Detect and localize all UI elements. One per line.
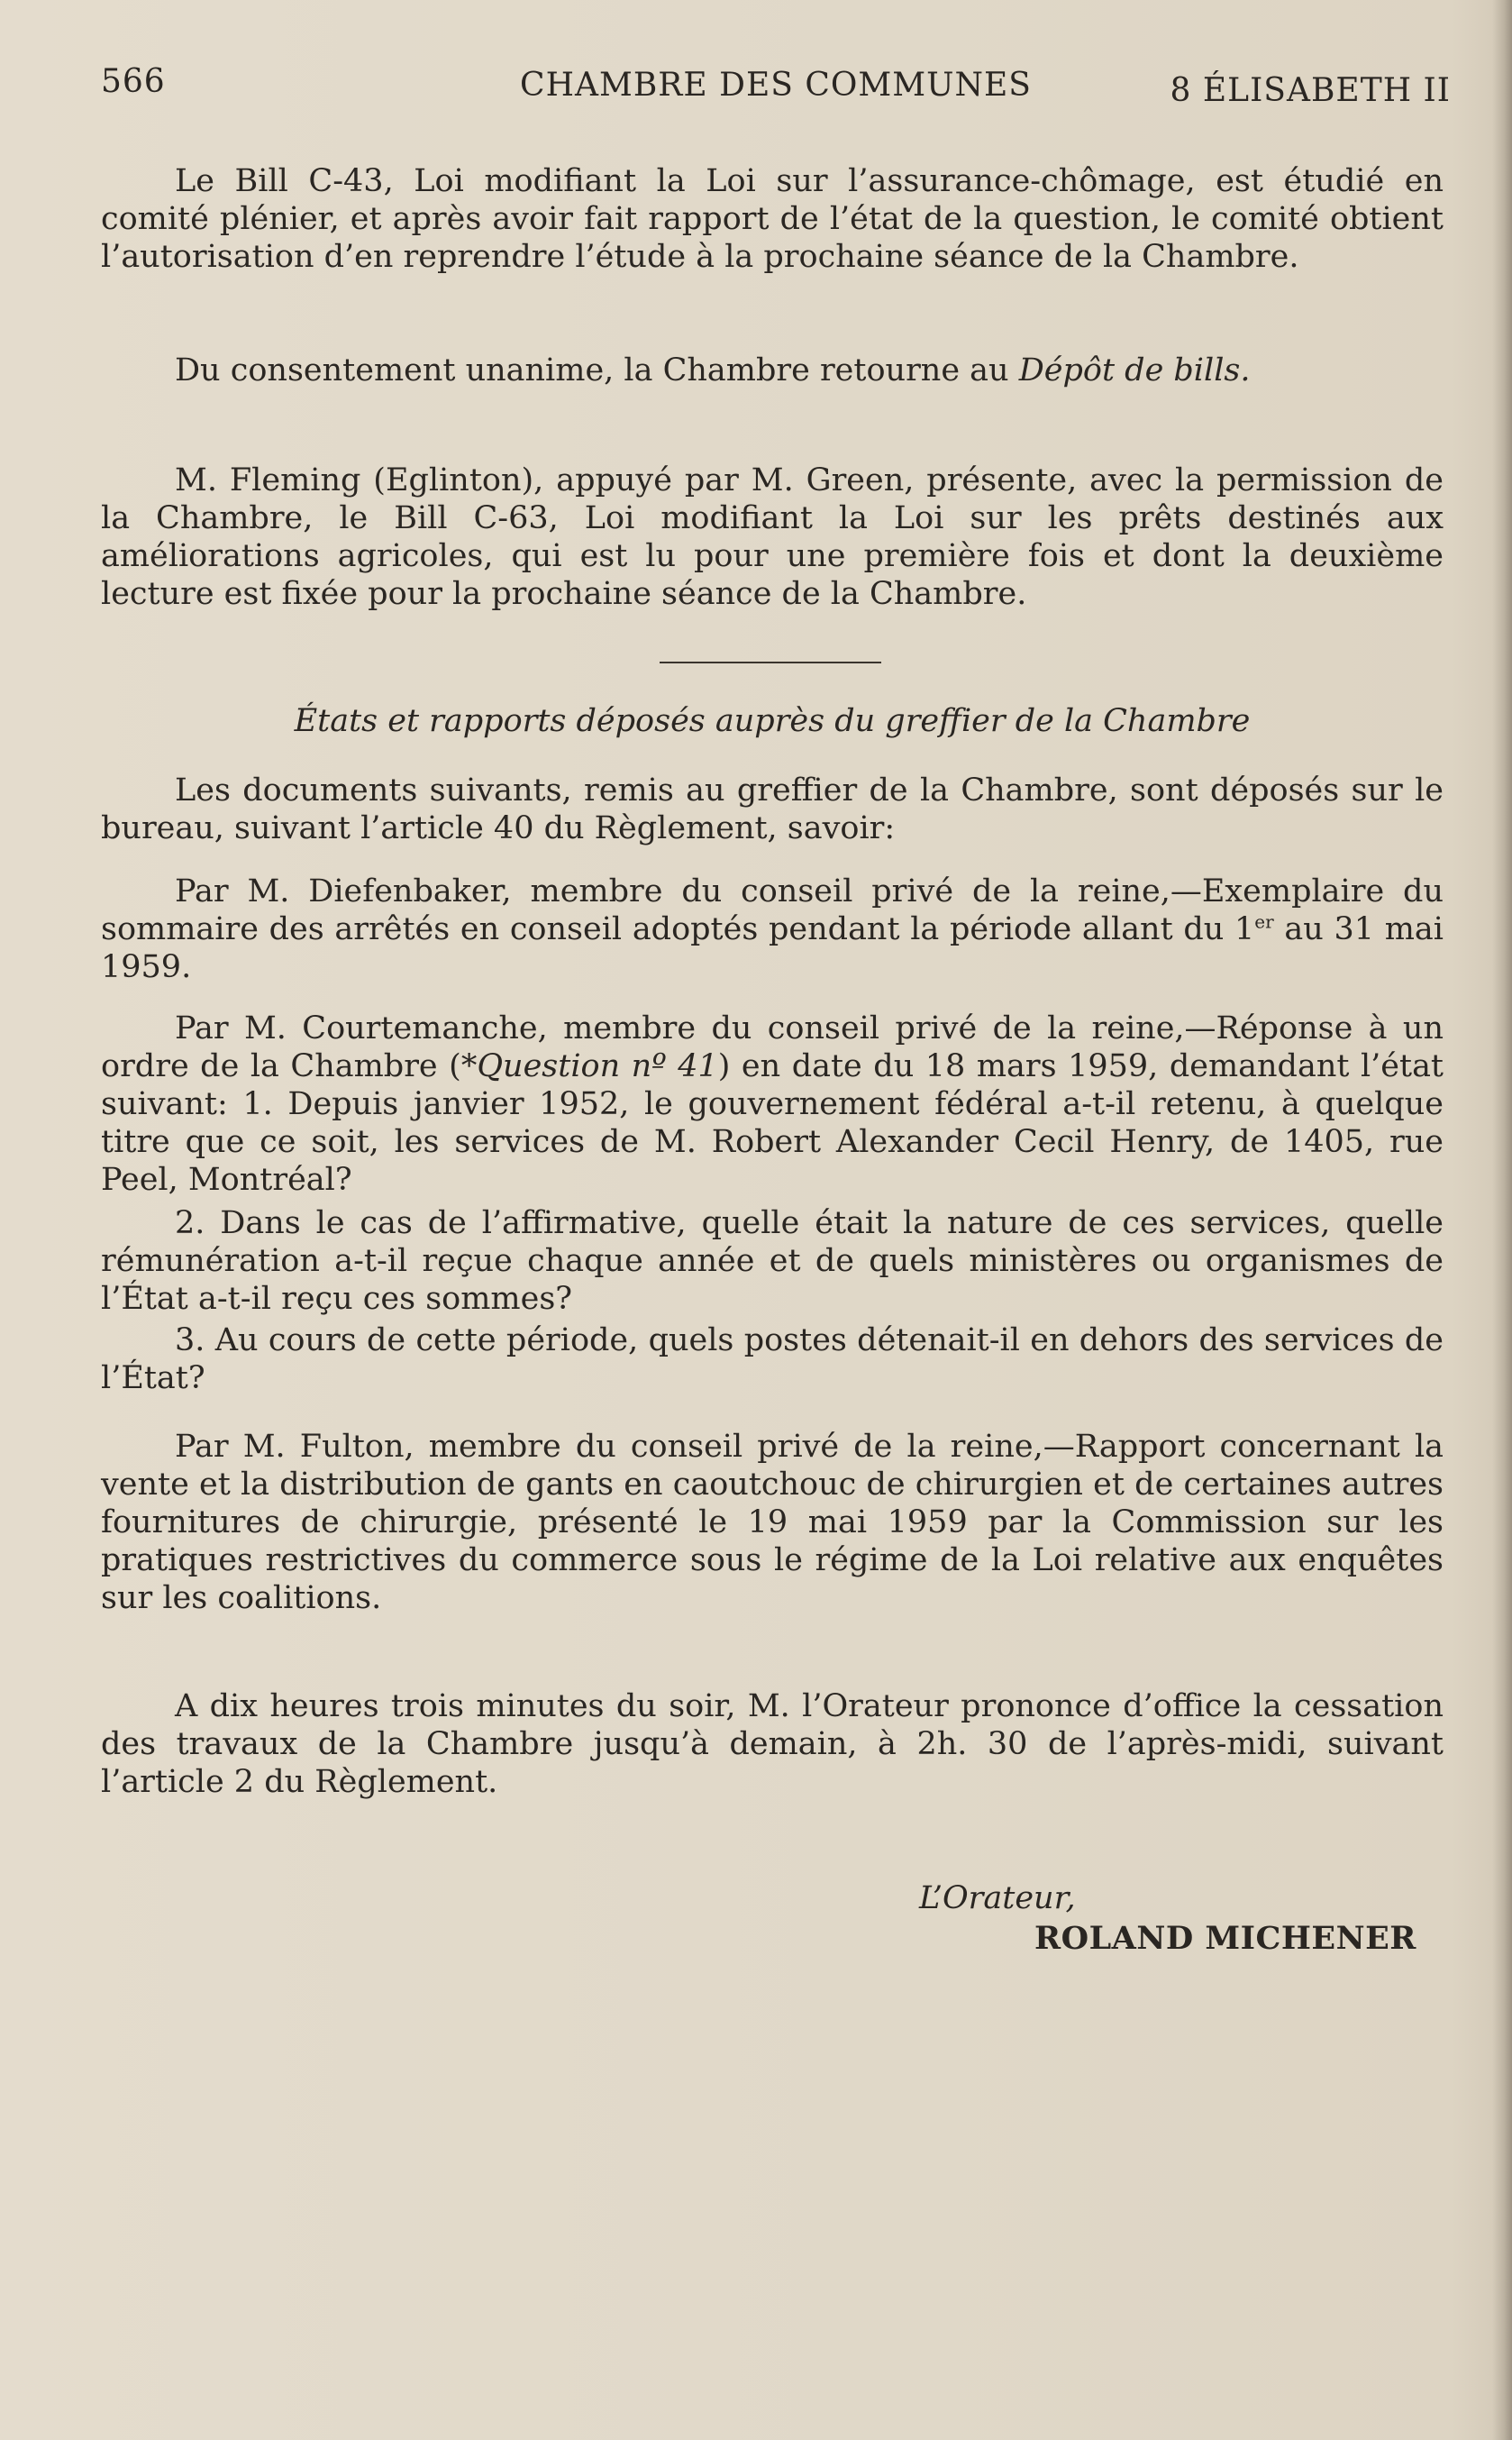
section-divider xyxy=(660,662,881,663)
header-reign: 8 ÉLISABETH II xyxy=(1170,72,1451,109)
consent-text: Du consentement unanime, la Chambre retourne au xyxy=(175,352,1019,388)
document-courtemanche xyxy=(101,1010,1444,1199)
diefenbaker-text: Par M. Diefenbaker, membre du conseil privé de la reine,—Exemplaire du sommaire des arrêtés en conseil adoptés pendant la période allant du 1 xyxy=(101,873,1444,947)
paragraph-bill-c43: Le Bill C-43, Loi modifiant la Loi sur l’assurance-chômage, est étudié en comité plénier, et après avoir fait rapport de l’état de la question, le comité obtient l’autorisation d’en reprendre l’étude à la prochaine séance de la Chambre. xyxy=(101,163,1444,275)
paragraph-adjournment: A dix heures trois minutes du soir, M. l’Orateur prononce d’office la cessation des travaux de la Chambre jusqu’à demain, à 2h. 30 de l’après-midi, suivant l’article 2 du Règlement. xyxy=(101,1688,1444,1800)
document-question-3: 3. Au cours de cette période, quels postes détenait-il en dehors des services de l’État? xyxy=(101,1322,1444,1396)
diefenbaker-superscript: er xyxy=(1254,910,1274,933)
closing-role-text: L’Orateur, xyxy=(919,1880,1076,1916)
courtemanche-text: Par M. Courtemanche, membre du conseil privé de la reine,—Réponse à un ordre de la Chambre ( xyxy=(101,1010,1444,1084)
diefenbaker-text-end: au 31 mai 1959. xyxy=(101,911,1444,985)
consent-italic: Dépôt de bills. xyxy=(1018,352,1251,388)
document-question-2: 2. Dans le cas de l’affirmative, quelle était la nature de ces services, quelle rémunération a-t-il reçue chaque année et de quels ministères ou organismes de l’État a-t-il reçu ces sommes? xyxy=(101,1205,1444,1317)
paragraph-unanimous-consent xyxy=(101,352,1444,389)
courtemanche-text-end: ) en date du 18 mars 1959, demandant l’état suivant: 1. Depuis janvier 1952, le gouvernement fédéral a-t-il retenu, à quelque titre que ce soit, les services de M. Robert Alexander Cecil Henry, de 1405, rue Peel, Montréal? xyxy=(101,1048,1444,1198)
courtemanche-question-ref: *Question nº 41 xyxy=(460,1048,718,1084)
page-edge-shadow xyxy=(1492,0,1512,2440)
paragraph-bill-c63: M. Fleming (Eglinton), appuyé par M. Green, présente, avec la permission de la Chambre, le Bill C-63, Loi modifiant la Loi sur les prêts destinés aux améliorations agricoles, qui est lu pour une première fois et dont la deuxième lecture est fixée pour la prochaine séance de la Chambre. xyxy=(101,462,1444,612)
closing-role xyxy=(919,1880,1076,1916)
header-title: CHAMBRE DES COMMUNES xyxy=(520,67,1032,104)
documents-intro: Les documents suivants, remis au greffier de la Chambre, sont déposés sur le bureau, suivant l’article 40 du Règlement, savoir: xyxy=(101,772,1444,846)
closing-signature-name: ROLAND MICHENER xyxy=(1034,1920,1416,1957)
document-diefenbaker xyxy=(101,873,1444,986)
document-fulton: Par M. Fulton, membre du conseil privé de la reine,—Rapport concernant la vente et la distribution de gants en caoutchouc de chirurgien et de certaines autres fournitures de chirurgie, présenté le 19 mai 1959 par la Commission sur les pratiques restrictives du commerce sous le régime de la Loi relative aux enquêtes sur les coalitions. xyxy=(101,1429,1444,1616)
page-number: 566 xyxy=(101,63,166,100)
page-header xyxy=(101,63,1451,108)
section-title: États et rapports déposés auprès du greffier de la Chambre xyxy=(294,703,1251,739)
